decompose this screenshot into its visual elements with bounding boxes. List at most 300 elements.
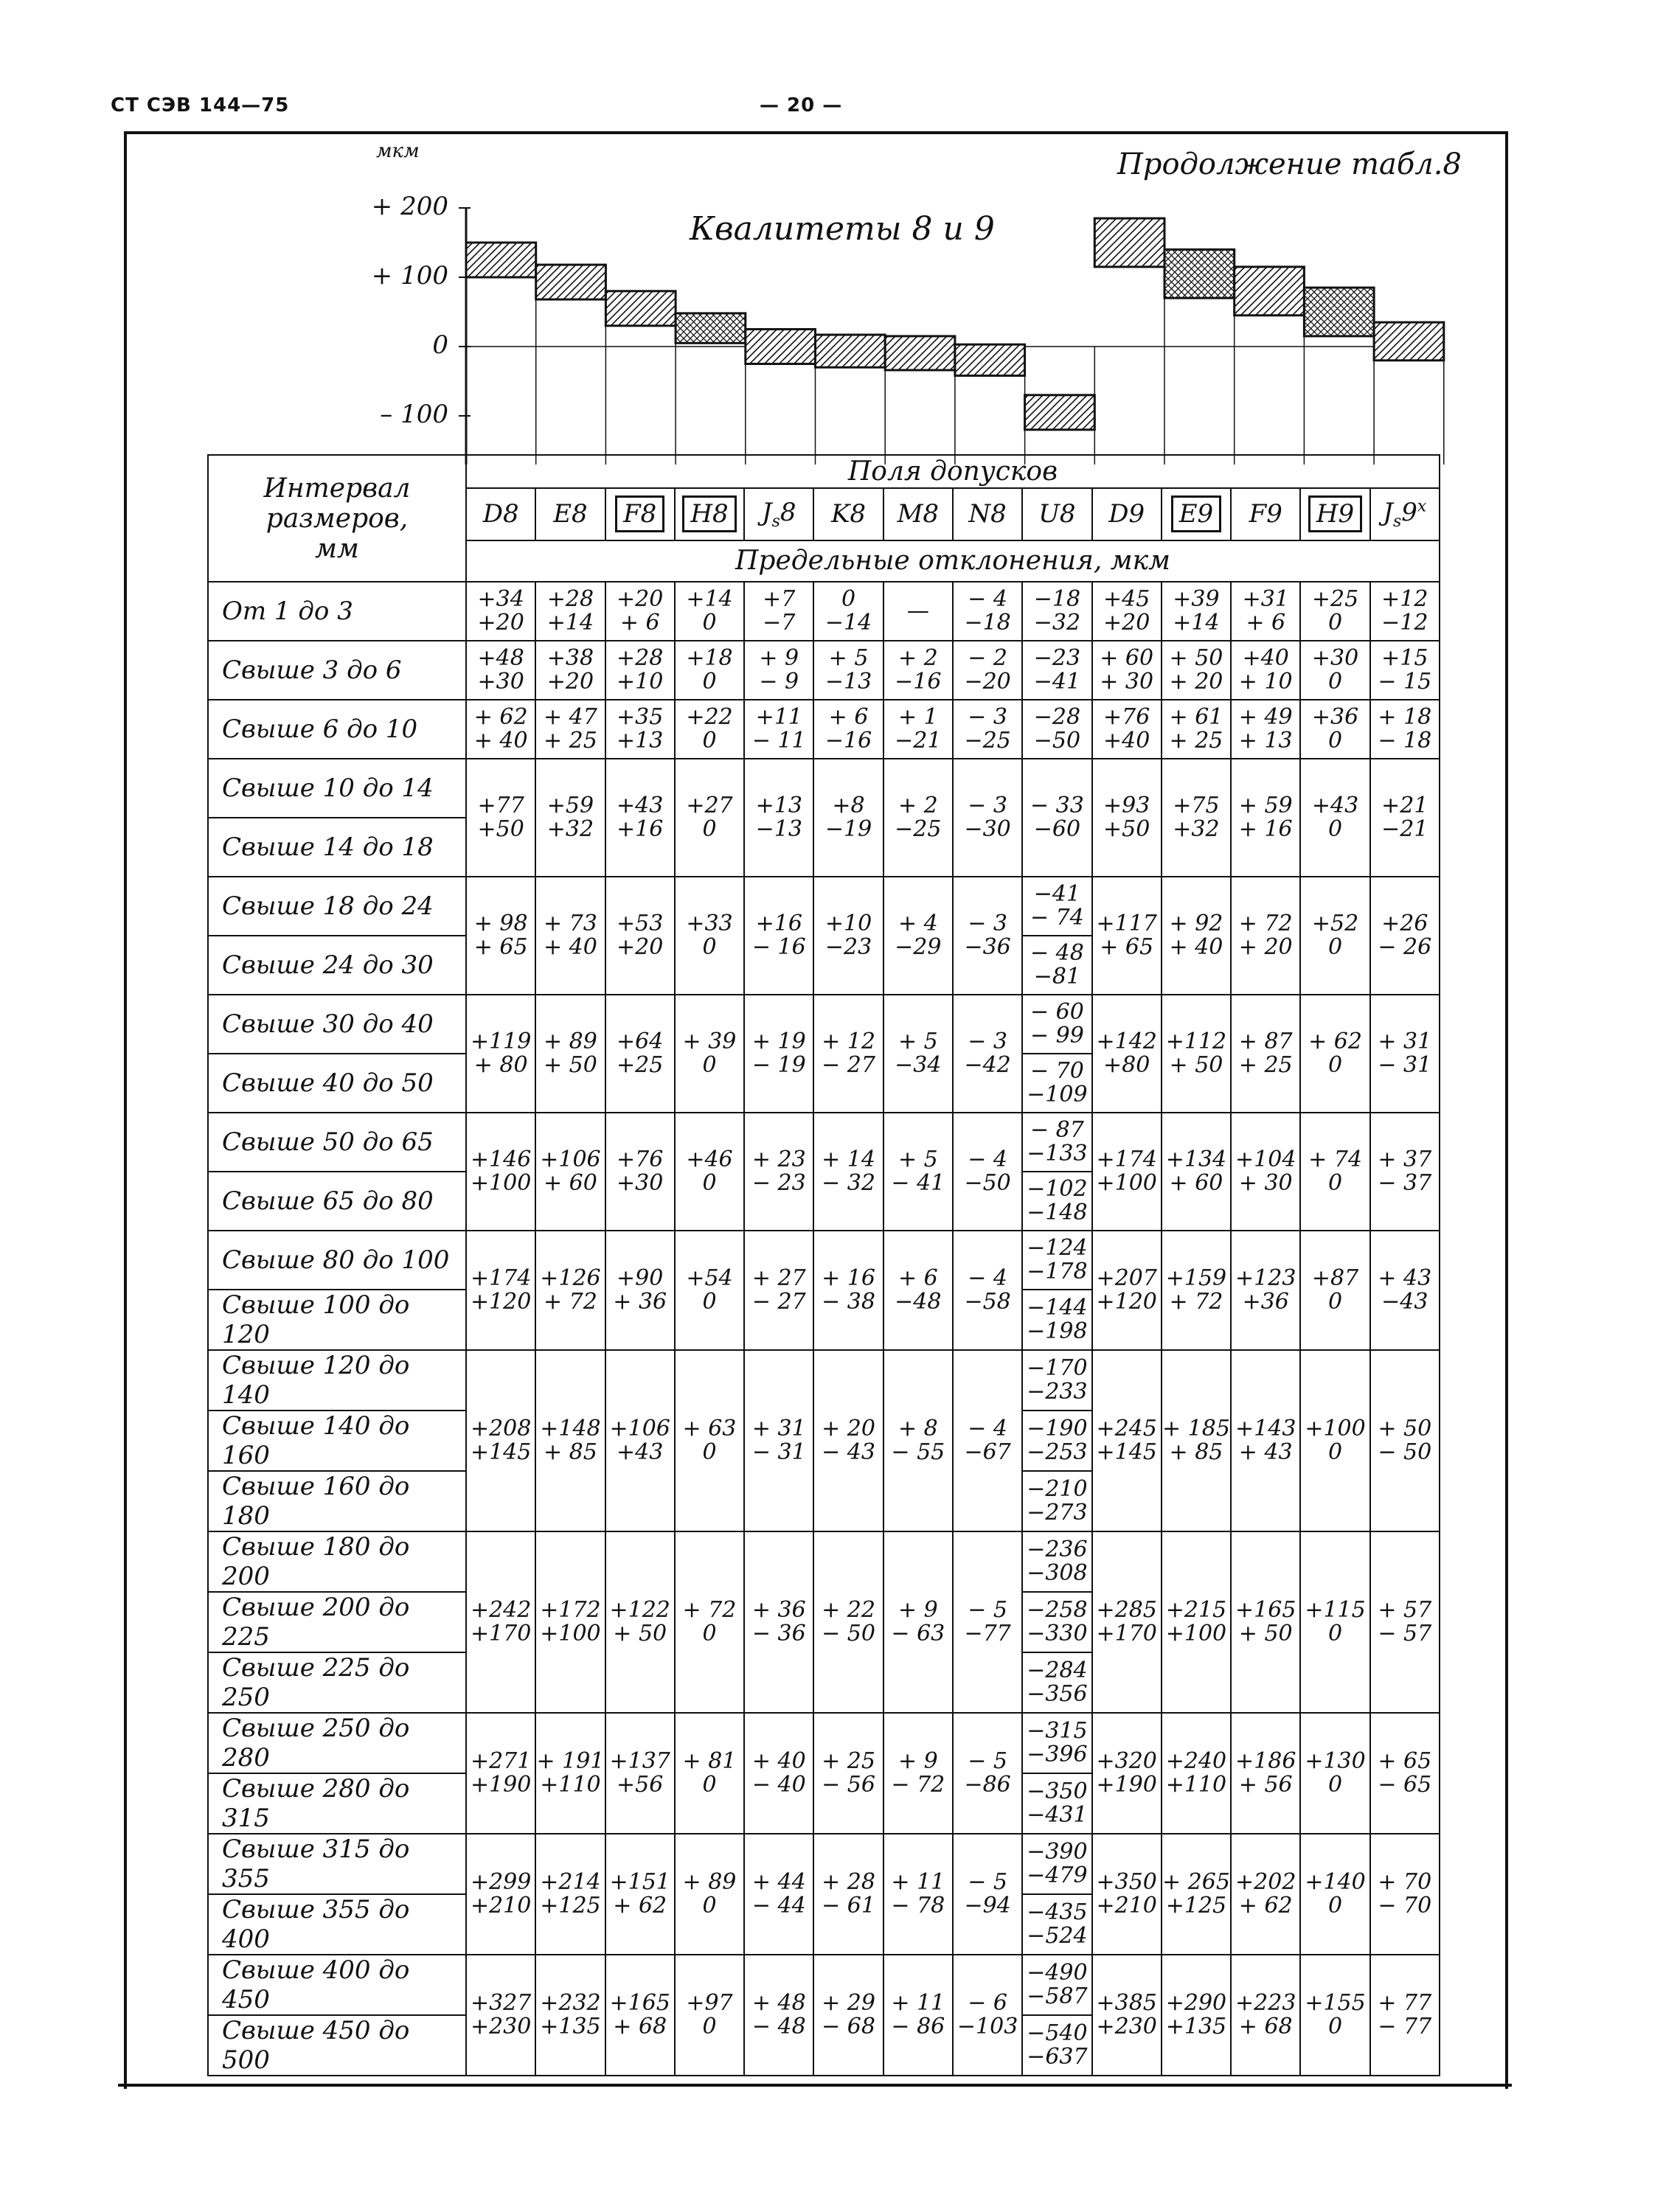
lower-deviation: − 61 [822,1893,875,1919]
bottom-rule [118,2084,1512,2087]
value-cell [883,700,953,759]
upper-deviation: + 59 [1238,793,1293,818]
upper-deviation: + 27 [751,1265,806,1291]
value-cell [605,1713,675,1834]
value-cell [675,582,744,641]
value-cell [1022,759,1091,877]
upper-deviation: −540 [1027,2020,1088,2046]
value-cell [813,1955,883,2076]
lower-deviation: −273 [1027,1500,1088,1526]
lower-deviation: − 31 [751,1439,806,1465]
value-cell-U8 [1022,1955,1091,2015]
value-cell [535,1834,605,1955]
lower-deviation: −43 [1381,1289,1428,1315]
lower-deviation: 0 [702,1289,717,1315]
chart-bar-H9 [1304,288,1374,336]
upper-deviation: − 6 [968,1990,1007,2016]
lower-deviation: −18 [964,610,1011,636]
upper-deviation: +232 [540,1990,601,2016]
lower-deviation: −30 [964,816,1011,842]
lower-deviation: +20 [1103,610,1150,636]
upper-deviation: − 5 [968,1869,1007,1895]
value-cell [1092,995,1162,1113]
lower-deviation: 0 [1327,1621,1343,1646]
upper-deviation: +36 [1311,704,1359,730]
lower-deviation: 0 [1327,1439,1343,1465]
field-code-F9 [1231,488,1300,540]
upper-deviation: −18 [1033,586,1081,612]
value-cell [1231,995,1300,1113]
lower-deviation: − 23 [751,1170,806,1196]
lower-deviation: −42 [964,1052,1011,1078]
upper-deviation: −124 [1027,1235,1088,1261]
field-code-text: N8 [968,499,1007,529]
upper-deviation: + 6 [898,1265,938,1291]
upper-deviation: +208 [470,1416,532,1441]
lower-deviation: − 40 [751,1772,806,1798]
lower-deviation: +110 [1165,1772,1227,1798]
field-code-sub: s [1392,512,1402,531]
lower-deviation: + 80 [473,1052,528,1078]
row-label: Свыше 160 до 180 [208,1471,466,1531]
value-cell [883,759,953,877]
value-cell [1300,582,1369,641]
lower-deviation: −356 [1027,1681,1088,1707]
page-number: — 20 — [760,94,843,116]
upper-deviation: +100 [1305,1416,1366,1441]
chart-y-tick-label: + 100 [371,261,448,291]
lower-deviation: +190 [470,1772,532,1798]
upper-deviation: + 265 [1162,1869,1230,1895]
lower-deviation: +13 [617,728,664,754]
value-cell [1370,877,1440,995]
lower-deviation: 0 [1327,728,1343,754]
lower-deviation: − 55 [891,1439,945,1465]
value-cell-U8 [1022,1054,1091,1113]
upper-deviation: +123 [1235,1265,1296,1291]
value-cell [1162,1113,1231,1231]
upper-deviation: + 87 [1238,1029,1293,1054]
value-cell [535,582,605,641]
value-cell-U8 [1022,1231,1091,1290]
lower-deviation: + 16 [1238,816,1293,842]
value-cell [883,1713,953,1834]
lower-deviation: + 13 [1238,728,1293,754]
lower-deviation: − 37 [1378,1170,1432,1196]
upper-deviation: + 31 [751,1416,806,1441]
value-cell-U8 [1022,1172,1091,1231]
upper-deviation: +14 [686,586,733,612]
value-cell [1370,759,1440,877]
upper-deviation: +77 [477,793,524,818]
upper-deviation: + 29 [822,1990,875,2016]
value-cell [1231,1531,1300,1713]
lower-deviation: 0 [1327,816,1343,842]
row-label: Свыше 250 до 280 [208,1713,466,1773]
value-cell [1162,1350,1231,1531]
value-cell [1300,641,1369,700]
lower-deviation: +120 [1096,1289,1157,1315]
upper-deviation: + 14 [822,1147,875,1172]
lower-deviation: + 62 [613,1893,667,1919]
lower-deviation: −16 [895,669,942,695]
upper-deviation: + 81 [682,1748,737,1774]
upper-deviation: +28 [546,586,594,612]
value-cell [744,995,813,1113]
upper-deviation: +46 [686,1147,733,1172]
value-cell [535,1113,605,1231]
upper-deviation: + 185 [1162,1416,1230,1441]
upper-deviation: + 5 [828,645,869,671]
value-cell [1092,700,1162,759]
value-cell [1370,1955,1440,2076]
value-cell [1300,1955,1369,2076]
value-cell-U8 [1022,1773,1091,1834]
lower-deviation: +40 [1103,728,1150,754]
lower-deviation: +30 [617,1170,664,1196]
lower-deviation: +230 [1096,2014,1157,2039]
value-cell [1300,1713,1369,1834]
lower-deviation: − 70 [1378,1893,1432,1919]
chart-bar-E8 [536,265,606,299]
lower-deviation: +170 [470,1621,532,1646]
upper-deviation: +126 [540,1265,601,1291]
upper-deviation: + 9 [759,645,799,671]
upper-deviation: +33 [686,911,733,936]
upper-deviation: +320 [1096,1748,1157,1774]
upper-deviation: + 40 [751,1748,806,1774]
lower-deviation: −50 [1033,728,1081,754]
row-label: Свыше 355 до 400 [208,1894,466,1955]
lower-deviation: −34 [895,1052,942,1078]
lower-deviation: −21 [895,728,942,754]
lower-deviation: +230 [470,2014,532,2039]
upper-deviation: +327 [470,1990,532,2016]
lower-deviation: + 56 [1238,1772,1293,1798]
value-cell [535,759,605,877]
upper-deviation: − 3 [968,793,1007,818]
field-code-sup: x [1417,497,1427,516]
value-cell [605,641,675,700]
value-cell [1092,877,1162,995]
upper-deviation: +93 [1103,793,1150,818]
lower-deviation: 0 [1327,1289,1343,1315]
upper-deviation: +34 [477,586,524,612]
field-code-text: E8 [553,499,588,529]
upper-deviation: − 33 [1030,793,1084,818]
value-cell [675,641,744,700]
value-cell [813,1350,883,1531]
row-label: Свыше 65 до 80 [208,1172,466,1231]
value-cell [1231,1955,1300,2076]
value-cell [883,877,953,995]
upper-deviation: +38 [546,645,594,671]
upper-deviation: −390 [1027,1839,1088,1865]
value-cell-U8 [1022,1350,1091,1411]
lower-deviation: −23 [824,934,872,960]
lower-deviation: +16 [617,816,664,842]
upper-deviation: + 89 [682,1869,737,1895]
upper-deviation: + 2 [898,645,938,671]
upper-deviation: −210 [1027,1476,1088,1502]
upper-deviation: + 5 [898,1029,938,1054]
lower-deviation: −14 [824,610,872,636]
upper-deviation: + 6 [828,704,869,730]
lower-deviation: −29 [895,934,942,960]
upper-deviation: + 92 [1169,911,1223,936]
value-cell [1022,700,1091,759]
value-cell [953,700,1022,759]
lower-deviation: −25 [895,816,942,842]
upper-deviation: +52 [1311,911,1359,936]
upper-deviation: + 98 [473,911,528,936]
value-cell [883,1113,953,1231]
value-cell [813,995,883,1113]
upper-deviation: − 4 [968,1147,1007,1172]
row-label: Свыше 200 до 225 [208,1592,466,1652]
lower-deviation: + 62 [1238,1893,1293,1919]
field-code-H9 [1300,488,1369,540]
value-cell [953,641,1022,700]
lower-deviation: 0 [1327,2014,1343,2039]
lower-deviation: 0 [1327,610,1343,636]
lower-deviation: −81 [1033,964,1081,990]
lower-deviation: +190 [1096,1772,1157,1798]
lower-deviation: −308 [1027,1560,1088,1586]
lower-deviation: −21 [1381,816,1428,842]
upper-deviation: +25 [1311,586,1359,612]
upper-deviation: +10 [824,911,872,936]
lower-deviation: + 50 [1238,1621,1293,1646]
upper-deviation: +59 [546,793,594,818]
lower-deviation: − 57 [1378,1621,1432,1646]
chart-bar-F8 [605,291,676,326]
value-cell [953,995,1022,1113]
lower-deviation: +14 [1173,610,1220,636]
value-cell [605,700,675,759]
field-code-M8 [883,488,953,540]
lower-deviation: − 63 [891,1621,945,1646]
value-cell [883,995,953,1113]
lower-deviation: − 99 [1030,1023,1084,1048]
lower-deviation: − 15 [1378,669,1432,695]
value-cell-U8 [1022,1411,1091,1471]
lower-deviation: +56 [617,1772,664,1798]
lower-deviation: − 48 [751,2014,806,2039]
value-cell-U8 [1022,877,1091,936]
lower-deviation: − 27 [751,1289,806,1315]
value-cell [1370,1531,1440,1713]
upper-deviation: +299 [470,1869,532,1895]
upper-deviation: − 2 [968,645,1007,671]
upper-deviation: + 60 [1100,645,1154,671]
value-cell [675,877,744,995]
value-cell [813,877,883,995]
lower-deviation: −13 [824,669,872,695]
tolerance-chart [0,0,1663,472]
lower-deviation: −36 [964,934,1011,960]
value-cell [466,1713,535,1834]
upper-deviation: + 44 [751,1869,806,1895]
upper-deviation: + 20 [822,1416,875,1441]
lower-deviation: 0 [702,2014,717,2039]
lower-deviation: 0 [1327,934,1343,960]
upper-deviation: +54 [686,1265,733,1291]
upper-deviation: +174 [1096,1147,1157,1172]
lower-deviation: −67 [964,1439,1011,1465]
lower-deviation: − 32 [822,1170,875,1196]
chart-y-tick-label: 0 [432,330,448,360]
upper-deviation: +30 [1311,645,1359,671]
value-cell [813,1834,883,1955]
lower-deviation: −198 [1027,1318,1088,1344]
lower-deviation: + 25 [543,728,597,754]
row-label: Свыше 24 до 30 [208,936,466,995]
upper-deviation: +290 [1165,1990,1227,2016]
upper-deviation: − 60 [1030,999,1084,1025]
upper-deviation: + 73 [543,911,597,936]
lower-deviation: −94 [964,1893,1011,1919]
value-cell [605,1231,675,1350]
value-cell [1162,700,1231,759]
upper-deviation: +87 [1311,1265,1359,1291]
value-cell [1231,759,1300,877]
value-cell [535,641,605,700]
value-cell [675,1350,744,1531]
value-cell-U8 [1022,1592,1091,1652]
chart-bar-U8 [1025,395,1095,430]
value-cell [744,1834,813,1955]
lower-deviation: −19 [824,816,872,842]
upper-deviation: +143 [1235,1416,1296,1441]
lower-deviation: −20 [964,669,1011,695]
lower-deviation: 0 [702,1052,717,1078]
lower-deviation: + 10 [1238,669,1293,695]
row-header-text: Интервал размеров, мм [263,473,411,564]
field-code-sub: s [771,512,780,531]
lower-deviation: −50 [964,1170,1011,1196]
lower-deviation: + 40 [1169,934,1223,960]
value-cell [1300,877,1369,995]
value-cell [1300,700,1369,759]
value-cell [1162,641,1231,700]
lower-deviation: − 50 [822,1621,875,1646]
value-cell [605,1531,675,1713]
upper-deviation: +39 [1173,586,1220,612]
upper-deviation: +245 [1096,1416,1157,1441]
upper-deviation: + 57 [1378,1597,1432,1623]
value-cell [953,1350,1022,1531]
upper-deviation: + 63 [682,1416,737,1441]
value-cell [953,1231,1022,1350]
upper-deviation: +207 [1096,1265,1157,1291]
lower-deviation: + 6 [619,610,660,636]
lower-deviation: −12 [1381,610,1428,636]
value-cell [1370,995,1440,1113]
value-cell [1370,1834,1440,1955]
lower-deviation: − 43 [822,1439,875,1465]
lower-deviation: −133 [1027,1141,1088,1166]
lower-deviation: − 19 [751,1052,806,1078]
upper-deviation: +215 [1165,1597,1227,1623]
row-label: Свыше 50 до 65 [208,1113,466,1172]
upper-deviation: − 5 [968,1748,1007,1774]
upper-deviation: +214 [540,1869,601,1895]
value-cell [1022,641,1091,700]
lower-deviation: − 9 [759,669,799,695]
value-cell-U8 [1022,1652,1091,1713]
upper-deviation: + 22 [822,1597,875,1623]
upper-deviation: +11 [755,704,802,730]
value-cell [466,1531,535,1713]
upper-deviation: +21 [1381,793,1428,818]
upper-deviation: +112 [1165,1029,1227,1054]
value-cell [605,1113,675,1231]
value-cell [883,582,953,641]
field-code-text: F8 [615,495,664,532]
upper-deviation: −170 [1027,1355,1088,1381]
lower-deviation: −396 [1027,1742,1088,1767]
value-cell-U8 [1022,936,1091,995]
upper-deviation: + 48 [751,1990,806,2016]
value-cell [1162,1713,1231,1834]
upper-deviation: + 31 [1378,1029,1432,1054]
upper-deviation: +13 [755,793,802,818]
lower-deviation: − 18 [1378,728,1432,754]
upper-deviation: +20 [617,586,664,612]
value-cell [1162,582,1231,641]
chart-bar-D9 [1094,218,1164,267]
upper-deviation: + 89 [543,1029,597,1054]
lower-deviation: + 85 [1169,1439,1223,1465]
value-cell-U8 [1022,1471,1091,1531]
upper-deviation: + 18 [1378,704,1432,730]
upper-deviation: + 9 [898,1597,938,1623]
lower-deviation: 0 [702,1893,717,1919]
lower-deviation: + 65 [1100,934,1154,960]
value-cell [675,700,744,759]
field-code-D9 [1092,488,1162,540]
lower-deviation: −32 [1033,610,1081,636]
value-cell [744,759,813,877]
value-cell [1231,1834,1300,1955]
value-cell [535,1713,605,1834]
value-cell-U8 [1022,1290,1091,1350]
value-cell-U8 [1022,1894,1091,1955]
value-cell [813,700,883,759]
upper-deviation: +240 [1165,1748,1227,1774]
row-label: Свыше 120 до 140 [208,1350,466,1411]
row-label: Свыше 14 до 18 [208,818,466,877]
upper-deviation: − 70 [1030,1058,1084,1084]
lower-deviation: − 65 [1378,1772,1432,1798]
lower-deviation: +100 [540,1621,601,1646]
field-code-E9 [1162,488,1231,540]
lower-deviation: + 30 [1100,669,1154,695]
value-cell [1370,1231,1440,1350]
lower-deviation: +20 [546,669,594,695]
chart-bar-Js8 [746,330,816,364]
value-cell [1162,1231,1231,1350]
upper-deviation: − 87 [1030,1117,1084,1143]
field-code-J9 [1370,488,1440,540]
upper-deviation: −236 [1027,1537,1088,1562]
chart-y-unit: мкм [376,140,420,162]
value-cell [535,1955,605,2076]
upper-deviation: − 4 [968,1416,1007,1441]
lower-deviation: 0 [1327,669,1343,695]
upper-deviation: + 1 [898,704,938,730]
